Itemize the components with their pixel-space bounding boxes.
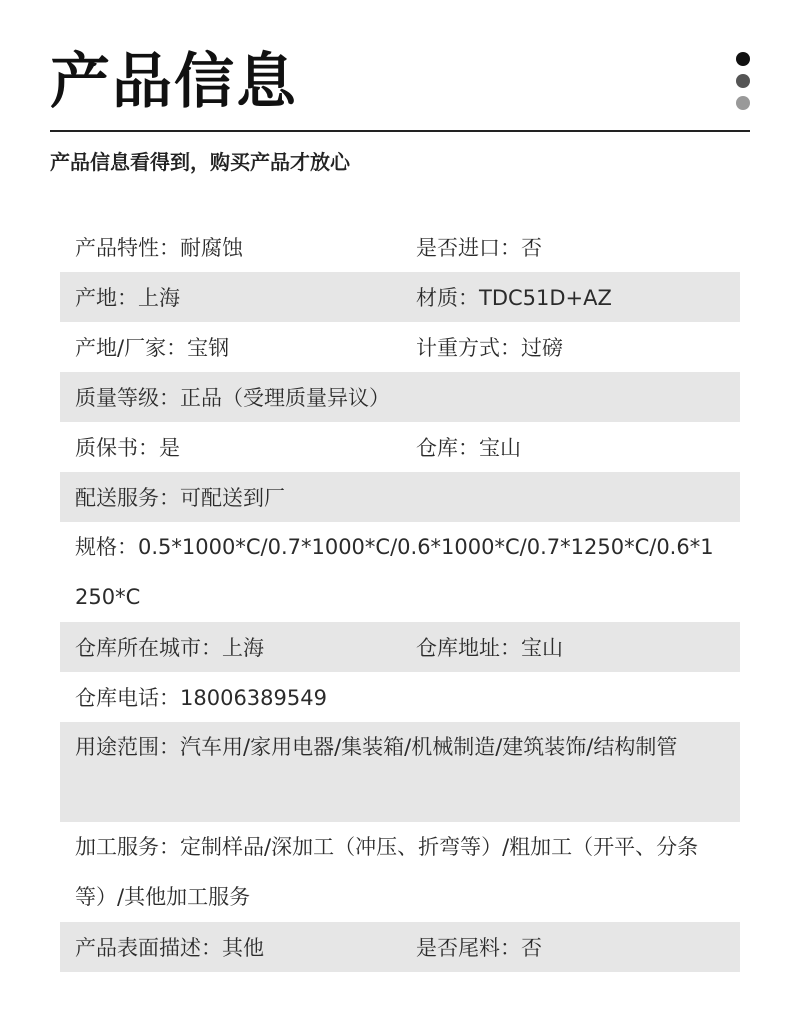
spec-row — [60, 672, 740, 722]
spec-cell: 产地：上海 — [75, 286, 180, 310]
page-subtitle: 产品信息看得到，购买产品才放心 — [50, 150, 350, 174]
spec-cell: 产品表面描述：其他 — [75, 936, 264, 960]
decorative-dots — [736, 52, 750, 118]
spec-cell: 质量等级：正品（受理质量异议） — [75, 386, 390, 410]
spec-cell: 用途范围：汽车用/家用电器/集装箱/机械制造/建筑装饰/结构制管 — [75, 735, 678, 759]
spec-cell: 仓库：宝山 — [416, 436, 521, 460]
spec-cell: 产地/厂家：宝钢 — [75, 336, 230, 360]
spec-cell: 配送服务：可配送到厂 — [75, 486, 285, 510]
spec-cell: 产品特性：耐腐蚀 — [75, 236, 243, 260]
spec-row — [60, 622, 740, 672]
spec-row — [60, 722, 740, 822]
spec-cell: 仓库电话：18006389549 — [75, 686, 327, 710]
spec-row — [60, 472, 740, 522]
spec-cell: 仓库地址：宝山 — [416, 636, 563, 660]
dot-icon — [736, 96, 750, 110]
spec-cell: 仓库所在城市：上海 — [75, 636, 264, 660]
dot-icon — [736, 52, 750, 66]
spec-row — [60, 422, 740, 472]
spec-row — [60, 222, 740, 272]
spec-row — [60, 822, 740, 922]
spec-cell: 计重方式：过磅 — [416, 336, 563, 360]
page-header — [50, 42, 750, 132]
spec-table — [60, 222, 740, 972]
dot-icon — [736, 74, 750, 88]
spec-row — [60, 272, 740, 322]
spec-cell: 材质：TDC51D+AZ — [416, 286, 612, 310]
spec-cell: 质保书：是 — [75, 436, 180, 460]
spec-row — [60, 922, 740, 972]
header-divider — [50, 130, 750, 132]
spec-cell: 加工服务：定制样品/深加工（冲压、折弯等）/粗加工（开平、分条等）/其他加工服务 — [75, 835, 699, 909]
spec-row — [60, 322, 740, 372]
spec-cell: 是否进口：否 — [416, 236, 542, 260]
spec-row — [60, 522, 740, 622]
spec-row — [60, 372, 740, 422]
page-title: 产品信息 — [50, 47, 298, 117]
spec-cell: 是否尾料：否 — [416, 936, 542, 960]
spec-cell: 规格：0.5*1000*C/0.7*1000*C/0.6*1000*C/0.7*1250*C/0.6*1250*C — [75, 535, 714, 609]
